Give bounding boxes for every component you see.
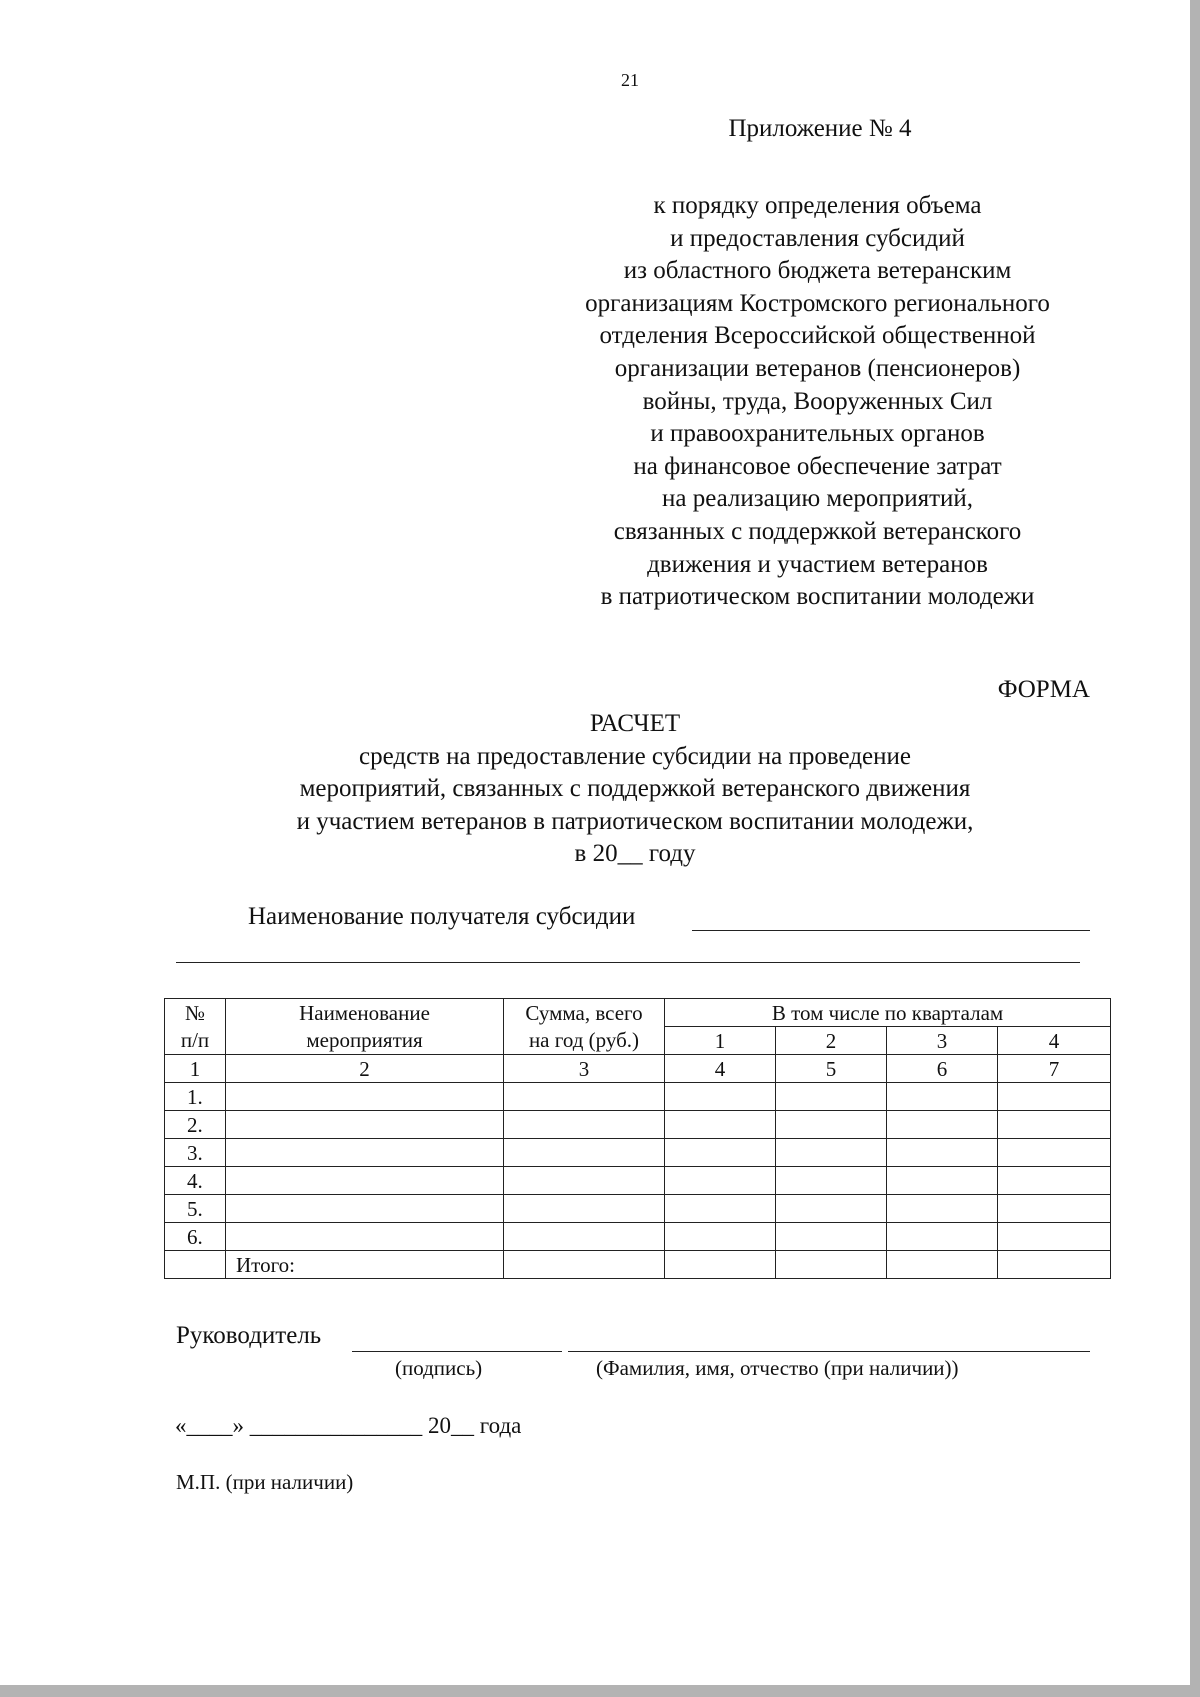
column-number: 7 xyxy=(998,1055,1111,1083)
quarter-cell[interactable] xyxy=(998,1139,1111,1167)
header-total-sum-line: Сумма, всего xyxy=(525,1000,643,1025)
appendix-line: в патриотическом воспитании молодежи xyxy=(600,583,1035,611)
calculation-line: мероприятий, связанных с поддержкой ветеранского движения xyxy=(299,775,971,802)
total-sum-cell[interactable] xyxy=(504,1223,665,1251)
event-name-cell[interactable] xyxy=(226,1167,504,1195)
quarter-cell[interactable] xyxy=(887,1111,998,1139)
row-number: 3. xyxy=(165,1139,226,1167)
quarter-cell[interactable] xyxy=(887,1139,998,1167)
header-event-name xyxy=(226,999,504,1055)
scan-edge-right xyxy=(1190,0,1200,1697)
row-number: 1. xyxy=(165,1083,226,1111)
quarter-cell[interactable] xyxy=(776,1195,887,1223)
quarter-cell[interactable] xyxy=(665,1083,776,1111)
recipient-name-field[interactable] xyxy=(692,930,1090,931)
quarter-cell[interactable] xyxy=(887,1167,998,1195)
appendix-title: Приложение № 4 xyxy=(728,115,912,142)
recipient-name-field-continued[interactable] xyxy=(176,962,1080,963)
header-quarters-group: В том числе по кварталам xyxy=(665,999,1111,1027)
column-number: 6 xyxy=(887,1055,998,1083)
header-event-name-line: Наименование xyxy=(299,1000,430,1025)
calculation-heading xyxy=(90,708,1180,871)
header-event-name-line: мероприятия xyxy=(306,1027,423,1052)
table-row xyxy=(165,1195,1111,1223)
appendix-line: организации ветеранов (пенсионеров) xyxy=(614,354,1021,382)
quarter-cell[interactable] xyxy=(998,1223,1111,1251)
row-number: 5. xyxy=(165,1195,226,1223)
total-quarter-cell[interactable] xyxy=(776,1251,887,1279)
quarter-cell[interactable] xyxy=(776,1223,887,1251)
table-total-row xyxy=(165,1251,1111,1279)
appendix-line: из областного бюджета ветеранским xyxy=(623,257,1012,285)
row-number: 2. xyxy=(165,1111,226,1139)
quarter-cell[interactable] xyxy=(887,1223,998,1251)
date-line[interactable]: «____» _______________ 20__ года xyxy=(175,1413,522,1438)
quarter-cell[interactable] xyxy=(998,1167,1111,1195)
header-number-line: № xyxy=(184,1000,206,1025)
form-label: ФОРМА xyxy=(997,676,1090,703)
appendix-line: на реализацию мероприятий, xyxy=(661,485,974,513)
total-sum-cell[interactable] xyxy=(504,1195,665,1223)
signature-field[interactable] xyxy=(352,1351,562,1352)
appendix-line: отделения Всероссийской общественной xyxy=(599,322,1036,350)
recipient-label: Наименование получателя субсидии xyxy=(248,903,636,930)
scan-edge-bottom xyxy=(0,1685,1200,1697)
quarter-cell[interactable] xyxy=(776,1083,887,1111)
quarter-cell[interactable] xyxy=(998,1083,1111,1111)
calculation-title: РАСЧЕТ xyxy=(589,710,681,737)
calculation-table xyxy=(164,998,1111,1279)
header-number xyxy=(165,999,226,1055)
table-row xyxy=(165,1167,1111,1195)
appendix-line: войны, труда, Вооруженных Сил xyxy=(642,387,993,415)
appendix-description xyxy=(535,190,1100,614)
total-sum-cell[interactable] xyxy=(504,1167,665,1195)
head-label: Руководитель xyxy=(176,1322,322,1349)
total-quarter-cell[interactable] xyxy=(665,1251,776,1279)
event-name-cell[interactable] xyxy=(226,1083,504,1111)
total-row-number-cell xyxy=(165,1251,226,1279)
quarter-cell[interactable] xyxy=(665,1195,776,1223)
quarter-cell[interactable] xyxy=(665,1139,776,1167)
quarter-cell[interactable] xyxy=(665,1111,776,1139)
header-total-sum-line: на год (руб.) xyxy=(528,1027,640,1052)
column-number: 5 xyxy=(776,1055,887,1083)
page-number: 21 xyxy=(621,70,639,90)
appendix-line: движения и участием ветеранов xyxy=(647,550,988,578)
header-total-sum xyxy=(504,999,665,1055)
appendix-line: на финансовое обеспечение затрат xyxy=(633,452,1002,480)
quarter-cell[interactable] xyxy=(998,1111,1111,1139)
total-sum-cell[interactable] xyxy=(504,1139,665,1167)
calculation-year-line: в 20__ году xyxy=(574,840,696,867)
quarter-cell[interactable] xyxy=(887,1083,998,1111)
column-number: 2 xyxy=(226,1055,504,1083)
stamp-place-label: М.П. (при наличии) xyxy=(176,1470,354,1494)
column-number: 4 xyxy=(665,1055,776,1083)
total-sum-cell[interactable] xyxy=(504,1083,665,1111)
quarter-cell[interactable] xyxy=(887,1195,998,1223)
table-row xyxy=(165,1139,1111,1167)
quarter-cell[interactable] xyxy=(665,1223,776,1251)
calculation-line: средств на предоставление субсидии на проведение xyxy=(358,742,911,770)
full-name-caption: (Фамилия, имя, отчество (при наличии)) xyxy=(596,1356,959,1380)
quarter-cell[interactable] xyxy=(665,1167,776,1195)
header-number-line: п/п xyxy=(180,1027,210,1052)
appendix-line: организациям Костромского регионального xyxy=(585,289,1050,317)
header-quarter: 3 xyxy=(887,1027,998,1055)
quarter-cell[interactable] xyxy=(776,1139,887,1167)
quarter-cell[interactable] xyxy=(776,1111,887,1139)
total-quarter-cell[interactable] xyxy=(998,1251,1111,1279)
event-name-cell[interactable] xyxy=(226,1195,504,1223)
calculation-line: и участием ветеранов в патриотическом воспитании молодежи, xyxy=(296,807,974,835)
quarter-cell[interactable] xyxy=(776,1167,887,1195)
table-row xyxy=(165,1223,1111,1251)
appendix-line: и предоставления субсидий xyxy=(670,224,965,252)
column-number-row xyxy=(165,1055,1111,1083)
total-quarter-cell[interactable] xyxy=(887,1251,998,1279)
appendix-line: к порядку определения объема xyxy=(653,192,982,219)
event-name-cell[interactable] xyxy=(226,1111,504,1139)
event-name-cell[interactable] xyxy=(226,1223,504,1251)
signature-caption: (подпись) xyxy=(395,1356,483,1380)
total-sum-cell[interactable] xyxy=(504,1111,665,1139)
row-number: 6. xyxy=(165,1223,226,1251)
appendix-line: и правоохранительных органов xyxy=(650,420,985,448)
full-name-field[interactable] xyxy=(568,1351,1090,1352)
header-quarter: 2 xyxy=(776,1027,887,1055)
header-quarter: 4 xyxy=(998,1027,1111,1055)
column-number: 3 xyxy=(504,1055,665,1083)
table-row xyxy=(165,1111,1111,1139)
appendix-line: связанных с поддержкой ветеранского xyxy=(613,517,1022,545)
row-number: 4. xyxy=(165,1167,226,1195)
table-row xyxy=(165,1083,1111,1111)
event-name-cell[interactable] xyxy=(226,1139,504,1167)
quarter-cell[interactable] xyxy=(998,1195,1111,1223)
total-sum-cell[interactable] xyxy=(504,1251,665,1279)
table-header-row xyxy=(165,999,1111,1027)
total-label: Итого: xyxy=(226,1251,504,1279)
header-quarter: 1 xyxy=(665,1027,776,1055)
column-number: 1 xyxy=(165,1055,226,1083)
